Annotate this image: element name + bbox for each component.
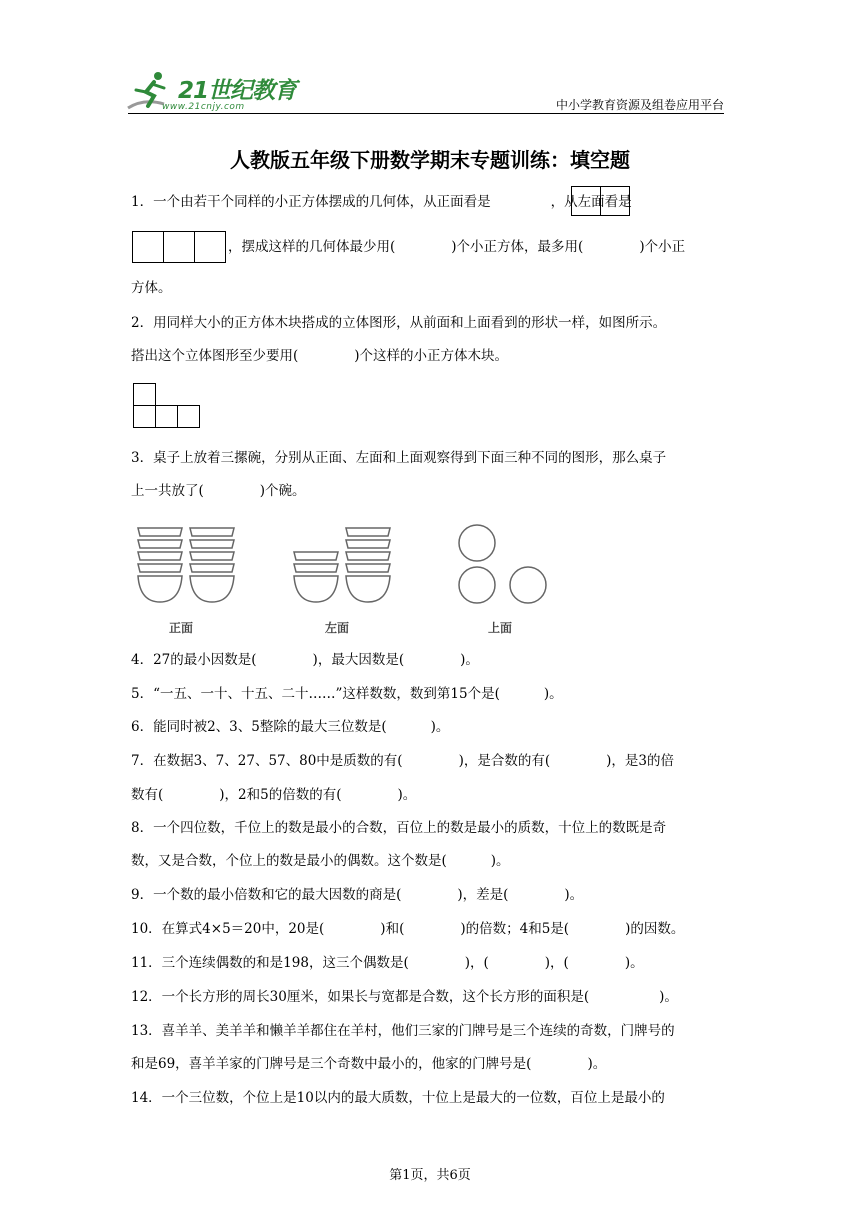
left-view-square [163, 231, 195, 263]
question-7-line-2: 数有( )，2和5的倍数的有( )。 [131, 787, 417, 803]
header-divider [128, 113, 724, 114]
label-top: 上面 [488, 621, 513, 635]
bowl-views-figure [128, 520, 548, 620]
question-2-line-2: 搭出这个立体图形至少要用( )个这样的小正方体木块。 [131, 348, 509, 364]
brand-name: 21世纪教育 [178, 78, 297, 104]
question-13-line-2: 和是69，喜羊羊家的门牌号是三个奇数中最小的，他家的门牌号是( )。 [131, 1056, 607, 1072]
question-13-line-1: 13．喜羊羊、美羊羊和懒羊羊都住在羊村，他们三家的门牌号是三个连续的奇数，门牌号的 [131, 1023, 675, 1039]
question-3-line-2: 上一共放了( )个碗。 [131, 483, 306, 499]
question-4: 4．27的最小因数是( )，最大因数是( )。 [131, 652, 479, 668]
question-6: 6．能同时被2、3、5整除的最大三位数是( )。 [131, 719, 450, 735]
view-square [177, 405, 200, 428]
top-view-circles [459, 525, 546, 603]
page-footer: 第1页，共6页 [389, 1168, 471, 1183]
question-12: 12．一个长方形的周长30厘米，如果长与宽都是合数，这个长方形的面积是( )。 [131, 989, 678, 1005]
left-view-square [132, 231, 164, 263]
question-10: 10．在算式4×5＝20中，20是( )和( )的倍数；4和5是( )的因数。 [131, 921, 685, 937]
left-view-square [194, 231, 226, 263]
question-11: 11．三个连续偶数的和是198，这三个偶数是( )，( )，( )。 [131, 955, 644, 971]
front-view-square [600, 186, 630, 216]
view-square [155, 405, 178, 428]
question-14-line-1: 14．一个三位数，个位上是10以内的最大质数，十位上是最大的一位数，百位上是最小的 [131, 1090, 665, 1106]
platform-name: 中小学教育资源及组卷应用平台 [555, 98, 724, 112]
front-view-square [571, 186, 601, 216]
question-8-line-2: 数，又是合数，个位上的数是最小的偶数。这个数是( )。 [131, 853, 510, 869]
question-9: 9．一个数的最小倍数和它的最大因数的商是( )，差是( )。 [131, 887, 584, 903]
page-title: 人教版五年级下册数学期末专题训练：填空题 [230, 148, 630, 172]
view-square [133, 405, 156, 428]
question-1-line-2: ，摆成这样的几何体最少用( )个小正方体，最多用( )个小正 [228, 239, 686, 255]
question-3-line-1: 3．桌子上放着三摞碗，分别从正面、左面和上面观察得到下面三种不同的图形，那么桌子 [131, 450, 667, 466]
label-front: 正面 [169, 621, 194, 635]
question-1-line-1: 1．一个由若干个同样的小正方体摆成的几何体，从正面看是 ，从左面看是 [131, 194, 632, 210]
question-8-line-1: 8．一个四位数，千位上的数是最小的合数，百位上的数是最小的质数，十位上的数既是奇 [131, 820, 667, 836]
question-1-line-3: 方体。 [131, 280, 172, 296]
left-view-bowls [294, 528, 390, 602]
question-7-line-1: 7．在数据3、7、27、57、80中是质数的有( )，是合数的有( )，是3的倍 [131, 753, 674, 769]
front-view-bowls [138, 528, 234, 602]
view-square [133, 383, 156, 406]
brand-url: www.21cnjy.com [162, 102, 245, 112]
question-5: 5．“一五、一十、十五、二十……”这样数数，数到第15个是( )。 [131, 686, 563, 702]
logo [124, 68, 297, 114]
label-left: 左面 [325, 621, 350, 635]
question-2-line-1: 2．用同样大小的正方体木块搭成的立体图形，从前面和上面看到的形状一样，如图所示。 [131, 315, 667, 331]
